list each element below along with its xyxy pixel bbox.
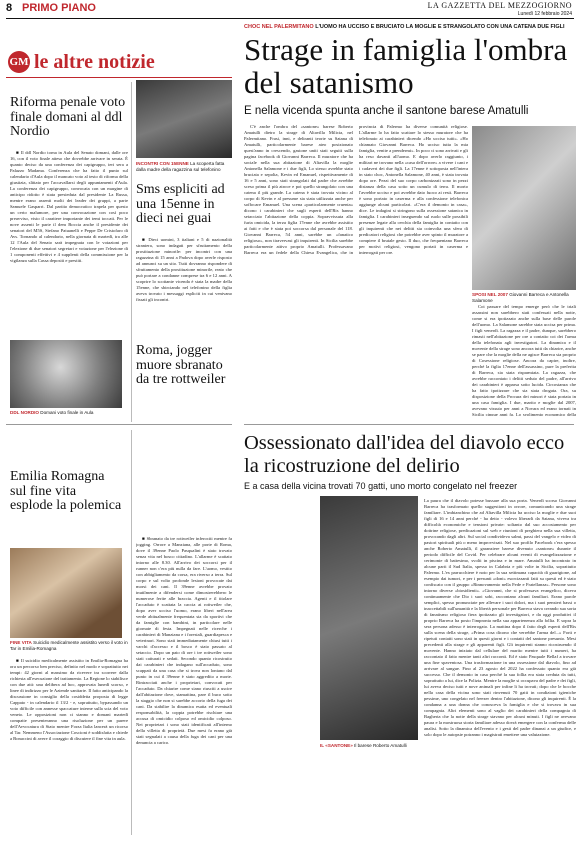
second-story-rule	[244, 424, 574, 425]
story4-caption-text: Suicidio medicalmente assistito verso il voto in Tar in Emilia-Romagna	[10, 640, 128, 651]
second-body-text: La paura che il diavolo potesse bussare alla sua porta. Venerdì scorso Giovanni Barreca ha trasformato quello suggestioni in orrore, comunicando una strage familiare. L'imbianchino che ad Altavilla Milicia ha ucciso la moglie e due suoi figli di 16 e 14 anni perché - ha detto - volevo liberarli da Satana, viveva tra difficoltà economiche e tensioni private: soltanto dal suo accostamento per dottrine religiose, predicazioni sul web e riunioni di preghiera nella sua villetta, provocando dagli altri. Sul social condivideva salmi, passi del vangelo e video di pastori spirituali più o meno improvvisati. Nel suo profilo Facebook c'era spesso anche Roberto Amatulli, il garanziere barese divenuto «santone» durante il periodo difficile del Covid. Per celebrare alcuni eventi di evangelizzazione e cerimonie di battesimo, svolti in piscina e in mare. Amatulli ha incontrato in alcune parti il Sud Italia, spesso in Calabria e più volte in Sicilia, soprattutto Palermo. L'ex parrucchiere è noto per la sua settimana capacità di guarigione, ad esempio dai tumori, e per i presunti «doni» esorcizzanti fatti su questi ed è stato confiscato con il gruppo «Rinnovamento nella Fede e Fratellanza». Persone sono intorno diverse «biosidienti». «Giovanni, che si professava evangelico, diceva continuamente che Dio i suoi sobi, raccontano alcuni familiari. Erano parole semplici, spesso pronunciate per allevare i suoi dolori, ma i suoi pensieri bassi o inaccettabili sull'umanità e la libertà personale per Barreca stava creando sua sorta di fanatismo religioso fiera ipotizzato gli investigatori, e da oggi produttivi il proprio Barreca ha posto l'impronta nella sua appartenenza alla follia. E sopra la sera persona adesso è interrogato. La mattina dopo il fatto degli esperti dell'Ris sulla scena della strage, «Prima cosa dicono che verrebbe l'arma del...» Forti e ripetuti contatti sono stati in questi giorni e i contatti del santone presunto. Mesi precedenti alla strage e gli apparenti figli. Gli inquirenti stanno ricostruendo il movente. Hanno iniziato dal cellulare del marito mentre tutti i numeri, ha raccontato il fatto mentre tanti altri racconti. Ed è stato Pasquale Bellaf a trovare una fine spaventosa. Una trasformazione in una ossessione dal diavolo, fino ad arrivare al sangue. Fino al 23 agosto del 2022 ha confessato quanto era già successo. Che il demonio in casa perché la sua follia era stata creduta da tutti, soprattutto a lui, dice la Polizia. Mentre la moglie si occupava del padre e dei figli, lui aveva deciso tutti e nove animali per infine li ha trovati; dopo che le bocche nella casa della vicina sono stati rinvenuti 70 gatti in condizioni igieniche pessime, uno congelato nel freezer dentro l'abitazione, dicono gli inquirenti. È la condanna a una donna che conosceva la famiglia e che si trovava in sua compagnia. Altri elementi sono al vaglio dei carabinieri della compagnia di Bagheria che la notte della strage stavano per alcuni minuti. I figli ne avevano paura e la mostruosa storia familiare adesso dovrà emergere con la conferma delle analisi. Sotto la dinamica dell'evento e i gesti del padre dinanzi a un giudice, e solo dopo le autopsie potranno i magistrati emettere una valutazione.	[424, 498, 576, 737]
header-rule	[6, 18, 574, 19]
story1-caption-label: DDL NORDIO	[10, 410, 40, 415]
story4-caption-label: FINE VITA	[10, 640, 32, 645]
main-photo	[472, 126, 576, 290]
main-photo-caption-label: SPOSI NEL 2007	[472, 292, 508, 297]
story1-text: ■ Il ddl Nordio torna in Aula del Senato domani, dalle ore 16, con il voto finale atteso che dovrebbe arrivare in serata. È quanto deciso da una conferenza dei capigruppo, ieri sera a Palazzo Madama. Conferenza che ha fatto il punto sul calendario d'Aula dopo il mancato voto al testo di riforma della giustizia, slittato per l'accavallarsi degli appuntamenti d'Aula. La conferenza dei capigruppo, convocata con un margine di anticipo ridotto è stata presieduta dal presidente La Russa, mentre erano assenti molti dei leader dei gruppi, a parte Samuele Gasparri. Dal partito democratico trapela per questo un certo malumore, per una convocazione con così poco preavviso, visto il carattere importante dei temi toccati. Per le nove assenti le parte il dem Boccia anche il presidente dei senatori del M5S, Stefano Patuanelli e Peppe De Cristofaro di Avs. Tornando al calendario, nella giornata di martedì, tra alle 12 l'Aula del Senato sarà impegnata con le votazioni per l'elezione di due senatori segretari e votazione per l'elezione di 1 componenti effettivi e 4 supplenti della commissione per la vigilanza sulla Cassa depositi e prestiti.	[10, 150, 128, 264]
column-divider-lower	[131, 430, 132, 835]
story4-headline: Emilia Romagna sul fine vita esplode la polemica	[10, 469, 122, 514]
main-photo-caption-text: Giovanni Barreca e Antonella Salamone	[472, 292, 569, 303]
story4-caption	[10, 640, 128, 652]
second-photo-caption-label: IL «SANTONE»	[320, 743, 353, 748]
story2-caption-text: La scoperta fatta dalla madre della ragazzina sul telefonino	[136, 161, 225, 172]
main-photo-caption	[472, 292, 578, 304]
section-rule	[6, 424, 232, 425]
main-kicker-label: CHOC NEL PALERMITANO	[244, 24, 314, 30]
second-body	[244, 498, 576, 836]
story4-text: ■ Il suicidio medicalmente assistito in Emilia-Romagna ha ora un percorso ben preciso, definito nel modo e soprattutto nei tempi: 42 giorni al massimo da ricevere tra scorrere dalla richiesta all'esecuzione del trattamento. La Regione lo stabilisce con due atti: una delibera ad hoc, approvata lunedì scorso, e linee di indirizzo per le Aziende sanitarie. Il fatto anticipando la discussione in consiglio della cosiddetta proposta di legge Cappato - in calendario il 13/2 - e, soprattutto, bypassando un voto difficile con annesse spaccature interne sulla scia del voto veneto. Le opposizioni non ci stanno e domani martedì compatte presenteranno una risoluzione per un parere dell'Avvocatura di Stato mentre Forza Italia lancerà un ricorso al Tar. Nemmeno l'Associazione Coscioni è soddisfatta e chiede a Bonaccini di avere il coraggio di discutere il fine vita in aula.	[10, 658, 128, 742]
main-headline: Strage in famiglia l'ombra del satanismo	[244, 32, 568, 100]
main-kicker-text: L'UOMO HA UCCISO E BRUCIATO LA MOGLIE E STRANGOLATO CON UNA CATENA DUE FIGLI	[315, 24, 565, 30]
issue-date: Lunedì 12 febbraio 2024	[517, 11, 572, 17]
story1-caption	[10, 410, 128, 416]
story2-body	[136, 237, 232, 337]
main-subhead: E nella vicenda spunta anche il santone barese Amatulli	[244, 105, 529, 117]
main-body-right-text: Coi passare del tempo emerge però che le triali assassini non sarebbero stati confessati nella notte, come si era ipotizzato anche sulla base delle parole dell'uomo. La Salamone sarebbe stata uccisa per prima. I figli venerdì. La ragazza e il padre, dunque, sarebbero rimasti nell'abitazione per ore a contatto coi dei l'arma della telefonata agli investigatori. La dinamica e il movente della strage sono ancora tutti da chiarire, anche se pare che la moglie della ne agisce Barreca sia proprio di Cosessione religiose. Ancora da capire, inoltre, perché la figlia 17enne dell'assassino, pure la preferita di Barreca, sia stata risparmiata. La ragazza, che avrebbe raccontato i delitti seduto del padre, all'arrivo dei carabinieri è apparsa sotto lucida. Circostanza che ha fatto ipotizzare che sia stata drogata. Ora, su disposizione della Procura dei minori è stata portata in una casa famiglia. I due, marito e moglie dal 2007, avevano vissuto per anni a Novara ed erano tornati in Sicilia cinque anni fa. Lo svolimento economico della	[472, 304, 576, 416]
second-headline: Ossessionato dall'idea del diavolo ecco la ricostruzione del delirio	[244, 432, 565, 477]
page-number: 8	[6, 2, 13, 14]
column-title: le altre notizie	[34, 51, 155, 73]
story5-body	[136, 536, 232, 836]
story1-caption-text: Domani voto finale in Aula	[40, 410, 94, 415]
story1-headline: Riforma penale voto finale domani al ddl Nordio	[10, 95, 126, 140]
story2-caption	[136, 161, 232, 173]
story4-body	[10, 658, 128, 836]
story2-headline: Sms espliciti ad una 15enne in dieci nei guai	[136, 182, 225, 227]
story1-photo	[10, 340, 122, 408]
story2-photo	[136, 80, 232, 158]
section-title: PRIMO PIANO	[22, 2, 96, 14]
story2-text: ■ Dieci uomini, 3 italiani e 5 di nazionalità straniera, sono indagati per sfruttamento della prostituzione minorile: per incontri con una ragazzina di 15 anni a Padova dopo averle risposto ad annunci su un sito. Tutti dovranno rispondere di sfruttamento della prostituzione minorile, reato che può portare a condanne comprese tra 6 e 12 anni. A scoprire lo scottante vicenda è stata la madre della 15enne, che sbirciando nel telefonino della figlia aveva trovato i messaggi espliciti in cui venivano fissati gli incontri.	[136, 237, 232, 303]
story3-headline: Roma, jogger muore sbranato da tre rottweiler	[136, 343, 226, 388]
main-body-text: C'è anche l'ombra del «santone» barese Roberto Amatulli dietro la strage di Altavilla Milicia, nel Palermitano. Frasi, inni, e deliranti teorie su Satana di Amatulli, particolarmente barese ateo posizionato quest'anno in crescendo, gastone uniti stati seguiti sulla pagina facebook di Giovanni Barreca. Il muratore che ha sociale nella sua abitazione di Altavilla la moglie Antonella Salamone e i due figli, Lo stesso avrebbe stato bruciata e sepolta, Kevin ed Emanuel, rispettivamente di 16 e 5 anni, sono stati strangolati dal padre che avrebbe sceso prima il più atroce e poi quello strangolato con una catena il più grande. La catena è stata trovata vicino al corpo di Kevin e al presume sia stata utilizzata anche per soffocare Emanuel. Una scena «particolarmente cruenta» dicono i carabinieri che sugli esperti dell'Ris hanno setacciato l'abitazione della coppia. Sopravvissuta alla furia omicida, la terza figlia 17enne che avrebbe assistito ai fatti e che è stata poi soccorsa dal personale del 118. Giovanni Barreca, 54 anni, sarebbe un «fanatico religioso», non tiravervasi gli inquirenti. In Sicilia sarebbe particolarmente attivo proprio Amatulli. Professavano Barreca era un fedele della Chiesa Evangelica, che in provincia di Palermo ha diverse comunità religiose. L'allarme lo ha fatto scattare lo stesso muratore che ha telefonato ai carabinieri dicendo «Ho ucciso tutti». «Ho chiamato Giovanni Barreca. Ho ucciso tutta la mia famiglia, venite a prendermi». In poco ci sono arrivati e gli ha reso davanti all'uomo. E dopo averlo raggiunto, i militari ne trovano nella «casa dell'orrore» a vivere i cani e i cadaveri dei due figli. La 17enne è sottoposta nell'intera in stato choc, Antonella Salamone, 40 anni, è stata trovata dopo ore. Pezzi del suo corpo carbonizzati sono in pezzi distanza della casa sotto un cumulo di terra. Il morto l'avrebbe ucciso e poi avrebbe dato fuoco ai resti. Barreca è sono portato in caserma e alla confessione telefonica aggiunge alcuni particolari. «C'era il demonio in casa», dice. Le indagini si stringono sulla ossessione satanica in famiglia. I carabinieri inseguendo sul ruolo sulle possibili presenze legate alla cerchia della famiglia in contatto con gli inquirenti che nei delitti sia coinvolta una sfera di predicatori religiosi che potrebbe aver spinto il muratore a compiere il brutale gesto. Il duo, che frequentano Barreca per motivi religiosi, vengono portati in caserma e interrogati per ore.	[244, 124, 468, 255]
gm-logo: GM	[8, 51, 30, 73]
column-divider	[131, 82, 132, 422]
story2-caption-label: INCONTRI CON 15ENNE	[136, 161, 189, 166]
newspaper-name: LA GAZZETTA DEL MEZZOGIORNO	[427, 1, 572, 10]
second-subhead: E a casa della vicina trovati 70 gatti, uno morto congelato nel freezer	[244, 481, 518, 491]
second-photo-caption-text: Il barese Roberto Amatulli	[354, 743, 407, 748]
main-body-right	[472, 304, 576, 416]
main-kicker	[244, 24, 574, 30]
story4-photo	[10, 548, 122, 638]
column-title-rule	[6, 77, 232, 78]
story5-text: ■ Sbranato da tre rottweiler inferociti mentre fa jogging. Orrore a Manziana, alle porte di Roma, dove il 39enne Paolo Pasqualini è stato trovato senza vita nel bosco cittadino. L'allarme è scattato intorno alle 8.30. All'arrivo dei soccorsi per il runner non c'era più nulla da fare. L'uomo, vestito con abbigliamento da corsa, era riverso a terra. Sul corpo e sul volto profonde lesioni provocate dai morsi dei cani. Il 39enne avrebbe provato inutilmente a difendersi come dimostrerebbero le numerose ferite alle braccia. Agenti e il titolare l'accaduto è scattata la caccia ai rottweiler che, dopo aver ucciso l'uomo, erano liberi nell'area verde abitualmente frequentata sia da sportivi che da famiglie con bambini, in particolare nelle giornate di festa. Impegnati nelle ricerche i carabinieri di Manziana e i forestali, guardiapesca e veterinari. Sono stati immediatamente chiusi tutti i varchi d'accesso e il bosco è stato passato al setaccio. Dopo un paio di ore i tre rottweiler sono stati catturati e sedati. Secondo quanto ricostruito dai carabinieri che indagano sull'accaduto, sono scappati da una casa che si trova non lontano dal punto in cui il 39enne è stato aggredito a morte. Rintracciati anche i proprietari, convocati per l'accaduto. Da chiarire come siano riusciti a uscire dall'abitazione dove, stamattina, pare il buco sotto la staggio che non si sarebbe accorto della fuga dei cani. Da stabilire la dinamica esatta ed eventuali responsabilità, la coppia potrebbe rischiare una accusa di omicidio colposo ed omicidio colposo. Nei proprietari i sono stati identificati all'interno della villetta di proprietà. Due mesi fa erano già stati segnalati a causa della fuga dei cani per una denuncia a carico.	[136, 536, 232, 746]
main-body	[244, 124, 468, 416]
